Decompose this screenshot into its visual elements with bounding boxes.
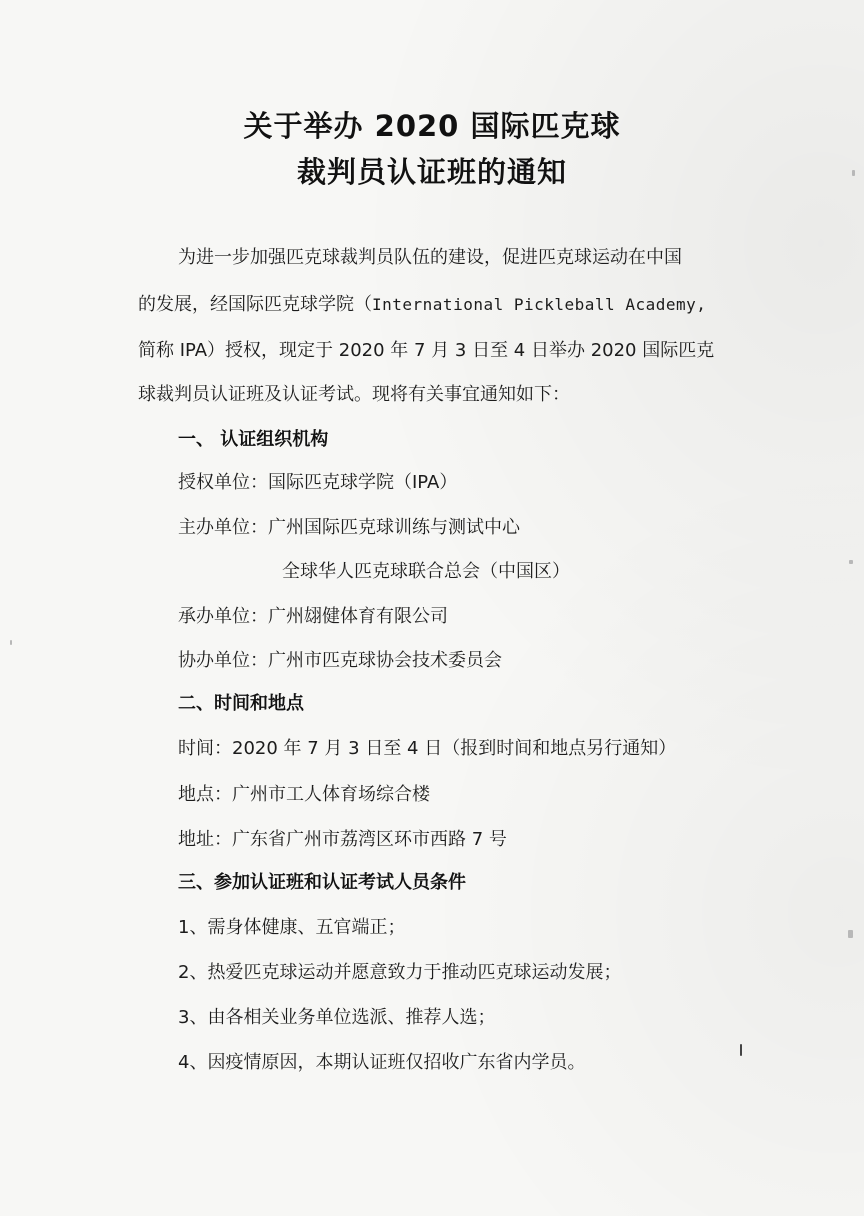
section2-heading: 二、时间和地点 <box>178 693 304 714</box>
intro-line-2-text: 的发展，经国际匹克球学院（ <box>138 294 372 315</box>
document-title-line2: 裁判员认证班的通知 <box>296 155 567 189</box>
section1-organizer2: 全球华人匹克球联合总会（中国区） <box>282 561 570 582</box>
intro-line-1: 为进一步加强匹克球裁判员队伍的建设，促进匹克球运动在中国 <box>178 247 682 268</box>
section3-item-3: 3、由各相关业务单位选派、推荐人选； <box>178 1007 496 1028</box>
section1-organizer: 主办单位：广州国际匹克球训练与测试中心 <box>178 517 520 538</box>
scan-speck <box>849 560 853 564</box>
intro-line-4: 球裁判员认证班及认证考试。现将有关事宜通知如下： <box>138 384 570 405</box>
section3-item-2: 2、热爱匹克球运动并愿意致力于推动匹克球运动发展； <box>178 962 622 983</box>
section2-address: 地址：广东省广州市荔湾区环市西路 7 号 <box>178 829 507 850</box>
scan-speck <box>740 1044 742 1056</box>
section1-authorizer: 授权单位：国际匹克球学院（IPA） <box>178 472 458 493</box>
document-title-line1: 关于举办 2020 国际匹克球 <box>243 109 621 143</box>
section3-item-4: 4、因疫情原因，本期认证班仅招收广东省内学员。 <box>178 1052 586 1073</box>
scan-speck <box>848 930 853 938</box>
intro-line-2-english: International Pickleball Academy, <box>372 295 707 314</box>
section1-heading: 一、 认证组织机构 <box>178 429 329 450</box>
section1-undertaker: 承办单位：广州翃健体育有限公司 <box>178 606 448 627</box>
section1-co-organizer: 协办单位：广州市匹克球协会技术委员会 <box>178 650 502 671</box>
section3-item-1: 1、需身体健康、五官端正； <box>178 917 406 938</box>
section3-heading: 三、参加认证班和认证考试人员条件 <box>178 872 466 893</box>
section2-time: 时间：2020 年 7 月 3 日至 4 日（报到时间和地点另行通知） <box>178 738 677 759</box>
intro-line-2 <box>138 294 706 316</box>
section2-place: 地点：广州市工人体育场综合楼 <box>178 784 430 805</box>
scan-speck <box>10 640 12 645</box>
intro-line-3: 简称 IPA）授权，现定于 2020 年 7 月 3 日至 4 日举办 2020 国际匹克 <box>138 340 715 361</box>
